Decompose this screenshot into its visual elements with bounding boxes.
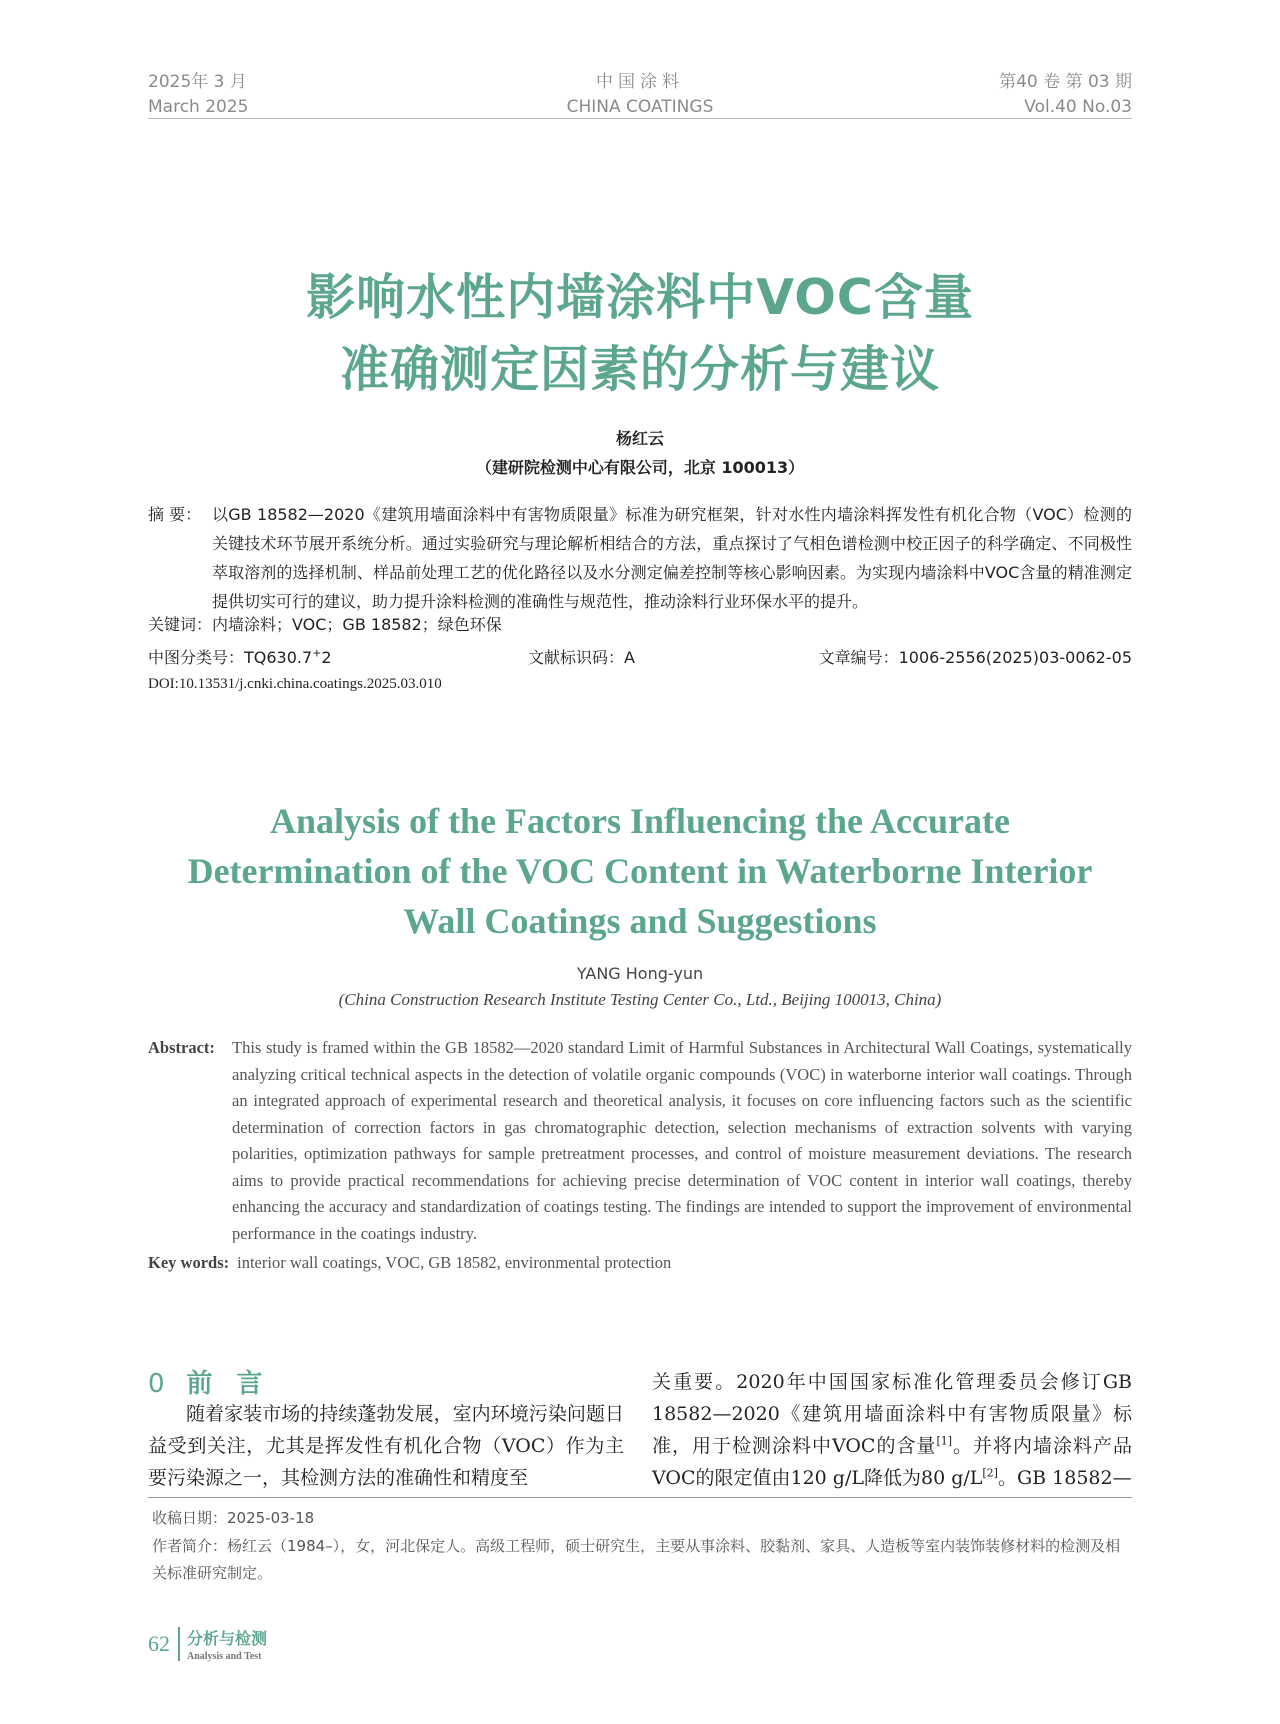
clc-number-sup: + xyxy=(312,646,322,660)
english-title xyxy=(148,796,1132,946)
citation-ref-1[interactable]: [1] xyxy=(936,1434,953,1448)
footer-section-cn: 分析与检测 xyxy=(187,1629,268,1648)
footnote xyxy=(152,1505,1132,1587)
intro-paragraph-continued xyxy=(652,1366,1132,1494)
chinese-affiliation: （建研院检测中心有限公司，北京 100013） xyxy=(475,458,805,477)
footnote-divider xyxy=(148,1497,1132,1498)
chinese-abstract-text: 以GB 18582—2020《建筑用墙面涂料中有害物质限量》标准为研究框架，针对水性内墙涂料挥发性有机化合物（VOC）检测的关键技术环节展开系统分析。通过实验研究与理论解析相结合的方法，重点探讨了气相色谱检测中校正因子的科学确定、不同极性萃取溶剂的选择机制、样品前处理工艺的优化路径以及水分测定偏差控制等核心影响因素。为实现内墙涂料中VOC含量的精准测定提供切实可行的建议，助力提升涂料检测的准确性与规范性，推动涂料行业环保水平的提升。 xyxy=(212,505,1132,611)
english-keywords xyxy=(148,1253,671,1273)
english-abstract xyxy=(148,1035,1132,1247)
english-affiliation: (China Construction Research Institute Testing Center Co., Ltd., Beijing 100013, China) xyxy=(338,990,942,1009)
citation-ref-2[interactable]: [2] xyxy=(982,1466,998,1480)
chinese-author: 杨红云 xyxy=(615,429,664,448)
clc-number-tail: 2 xyxy=(321,648,332,667)
section-title: 前言 xyxy=(186,1369,287,1399)
english-title-line3: Wall Coatings and Suggestions xyxy=(403,901,877,941)
clc-number-main: 中图分类号：TQ630.7 xyxy=(148,648,313,667)
author-bio: 作者简介：杨红云（1984–），女，河北保定人。高级工程师，硕士研究生，主要从事涂料、胶黏剂、家具、人造板等室内装饰装修材料的检测及相关标准研究制定。 xyxy=(152,1537,1121,1582)
intro-text-part2: 。并将内墙涂料产品VOC的限定值由120 g/L降低为80 g/L xyxy=(652,1435,1132,1489)
document-code: 文献标识码：A xyxy=(528,648,635,667)
english-abstract-text: This study is framed within the GB 18582—2020 standard Limit of Harmful Substances in Architectural Wall Coatings, systematically analyzing critical technical aspects in the detection of volatile organic compounds (VOC) in waterborne interior wall coatings. Through an integrated approach of experimental research and theoretical analysis, it focuses on core influencing factors such as the scientific determination of correction factors in gas chromatographic detection, selection mechanisms of extraction solvents with varying polarities, optimization pathways for sample pretreatment processes, and control of moisture measurement deviations. The research aims to provide practical recommendations for achieving precise determination of VOC content in interior wall coatings, thereby enhancing the accuracy and standardization of coatings testing. The findings are intended to support the improvement of environmental performance in the coatings industry. xyxy=(232,1038,1132,1243)
footer-section-name xyxy=(187,1626,267,1662)
intro-text-part1: 关重要。2020年中国国家标准化管理委员会修订GB 18582—2020《建筑用墙面涂料中有害物质限量》标准，用于检测涂料中VOC的含量 xyxy=(652,1371,1132,1457)
issue-date-en: March 2025 xyxy=(148,97,249,117)
issue-date-cn: 2025年 3 月 xyxy=(148,72,247,92)
english-keywords-label: Key words: xyxy=(148,1253,230,1272)
volume-cn: 第40 卷 第 03 期 xyxy=(999,72,1132,92)
chinese-abstract-label: 摘 要： xyxy=(148,505,202,524)
english-author: YANG Hong-yun xyxy=(576,964,704,983)
volume-info xyxy=(999,70,1132,120)
chinese-title-line1: 影响水性内墙涂料中VOC含量 xyxy=(306,269,974,326)
english-abstract-label: Abstract: xyxy=(148,1038,215,1057)
section-number: 0 xyxy=(148,1369,167,1399)
intro-paragraph: 随着家装市场的持续蓬勃发展，室内环境污染问题日益受到关注，尤其是挥发性有机化合物（VOC）作为主要污染源之一，其检测方法的准确性和精度至 xyxy=(148,1403,624,1489)
journal-name xyxy=(148,70,1132,120)
chinese-abstract xyxy=(148,500,1132,616)
journal-name-cn: 中国涂料 xyxy=(596,72,684,92)
chinese-title-line2: 准确测定因素的分析与建议 xyxy=(339,341,940,398)
chinese-title xyxy=(148,262,1132,406)
body-column-right xyxy=(652,1366,1132,1494)
footer-section-en: Analysis and Test xyxy=(187,1651,262,1662)
intro-text-part3: 。GB 18582— xyxy=(997,1467,1132,1489)
running-header xyxy=(148,66,1132,119)
received-date: 收稿日期：2025-03-18 xyxy=(152,1509,315,1527)
doi: DOI:10.13531/j.cnki.china.coatings.2025.03.010 xyxy=(148,676,442,692)
journal-name-en: CHINA COATINGS xyxy=(566,97,714,117)
section-heading xyxy=(148,1363,287,1400)
clc-number xyxy=(148,645,332,668)
english-title-line1: Analysis of the Factors Influencing the Accurate xyxy=(270,801,1010,841)
article-number: 文章编号：1006-2556(2025)03-0062-05 xyxy=(818,648,1132,667)
english-title-line2: Determination of the VOC Content in Waterborne Interior xyxy=(187,851,1093,891)
body-column-left xyxy=(148,1398,624,1494)
page-number: 62 xyxy=(148,1631,170,1656)
english-keywords-text: interior wall coatings, VOC, GB 18582, environmental protection xyxy=(237,1253,672,1272)
footer-divider xyxy=(178,1627,180,1661)
volume-en: Vol.40 No.03 xyxy=(1024,97,1132,117)
chinese-keywords: 关键词：内墙涂料；VOC；GB 18582；绿色环保 xyxy=(148,615,502,634)
